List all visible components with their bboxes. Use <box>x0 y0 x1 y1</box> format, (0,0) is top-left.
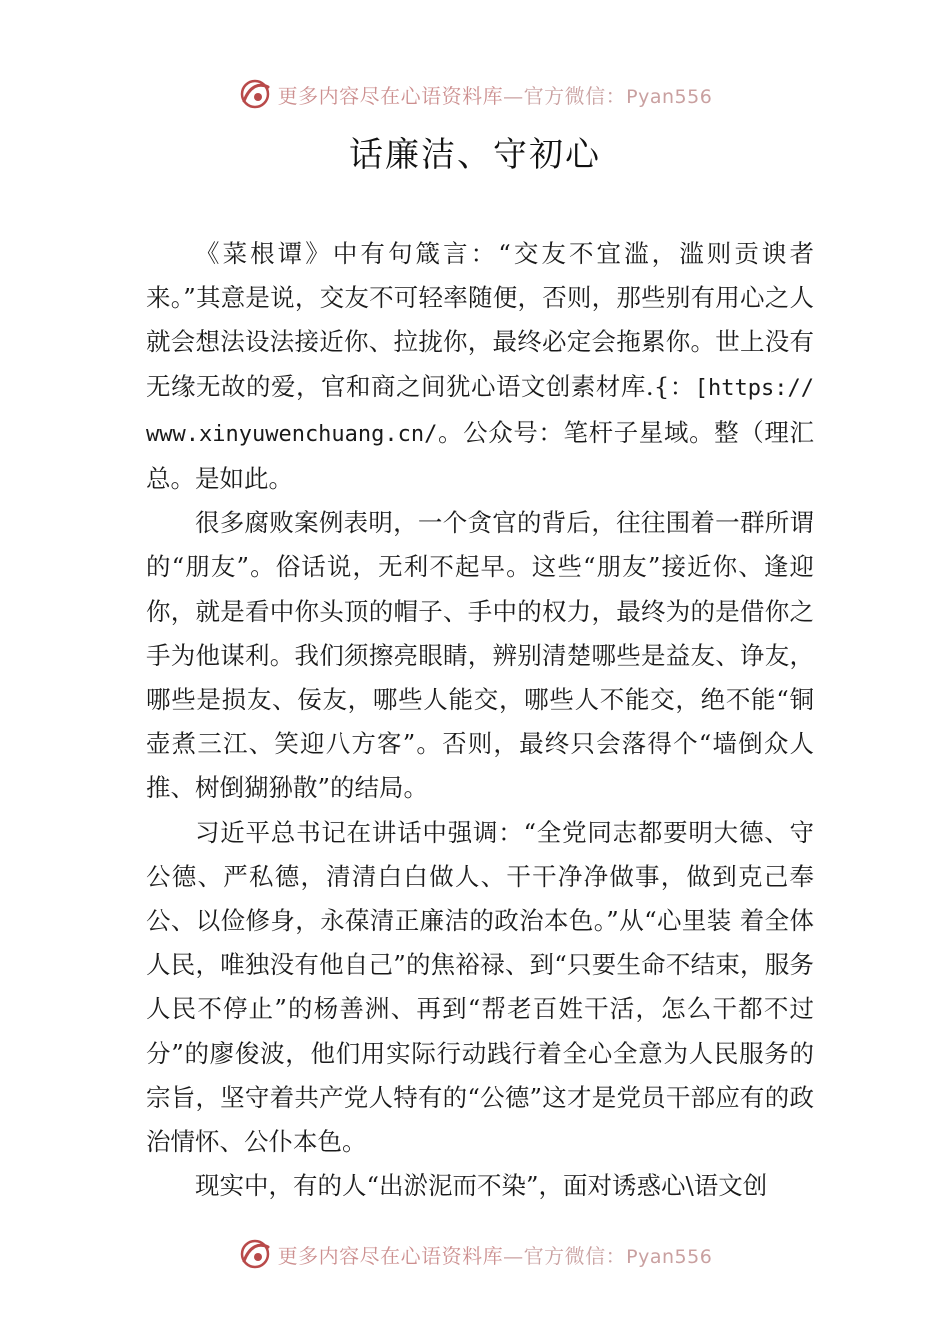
paragraph-1 <box>146 232 814 501</box>
footer-banner <box>0 1234 950 1274</box>
banner-brand: 更多内容尽在心语资料库 <box>277 1243 504 1268</box>
banner-wechat-label: 官方微信： <box>523 83 627 108</box>
banner-brand: 更多内容尽在心语资料库 <box>277 83 504 108</box>
banner-text <box>278 80 713 109</box>
paragraph-1-text-b: 。公众号：笔杆子星域。整（理汇总。是如此。 <box>146 417 814 494</box>
article-body <box>146 232 814 1208</box>
brand-logo-icon <box>238 1237 272 1271</box>
page-title: 话廉洁、守初心 <box>349 135 601 175</box>
paragraph-3: 习近平总书记在讲话中强调：“全党同志都要明大德、守公德、严私德，清清白白做人、干干净净做事，做到克己奉公、以俭修身，永葆清正廉洁的政治本色。”从“心里装 着全体人民，唯独没有他自己”的焦裕禄、到“只要生命不结束，服务人民不停止”的杨善洲、再到“帮老百姓干活，怎么干都不过分”的廖俊波，他们用实际行动践行着全心全意为人民服务的宗旨，坚守着共产党人特有的“公德”这才是党员干部应有的政治情怀、公仆本色。 <box>146 817 814 1157</box>
banner-text <box>278 1240 713 1269</box>
header-banner <box>0 74 950 114</box>
paragraph-4: 现实中，有的人“出淤泥而不染”，面对诱惑心\语文创 <box>195 1171 768 1201</box>
banner-wechat-id: Pyan556 <box>626 1245 713 1268</box>
paragraph-2: 很多腐败案例表明，一个贪官的背后，往往围着一群所谓的“朋友”。俗话说，无利不起早。这些“朋友”接近你、逢迎你，就是看中你头顶的帽子、手中的权力，最终为的是借你之手为他谋利。我们须擦亮眼睛，辨别清楚哪些是益友、诤友，哪些是损友、佞友，哪些人能交，哪些人不能交，绝不能“铜壶煮三江、笑迎八方客”。否则，最终只会落得个“墙倒众人推、树倒猢狲散”的结局。 <box>146 508 814 803</box>
banner-wechat-label: 官方微信： <box>523 1243 627 1268</box>
paragraph-1-url: [https://www.xinyuwenchuang.cn/ <box>146 375 814 447</box>
banner-dash: — <box>503 83 524 108</box>
paragraph-1-text-a: 《菜根谭》中有句箴言：“交友不宜滥，滥则贡谀者来。”其意是说，交友不可轻率随便，否则，那些别有用心之人就会想法设法接近你、拉拢你，最终必定会拖累你。世上没有无缘无故的爱，官和商之间犹心语文创素材库.{： <box>146 239 814 401</box>
banner-dash: — <box>503 1243 524 1268</box>
brand-logo-icon <box>238 77 272 111</box>
banner-wechat-id: Pyan556 <box>626 85 713 108</box>
